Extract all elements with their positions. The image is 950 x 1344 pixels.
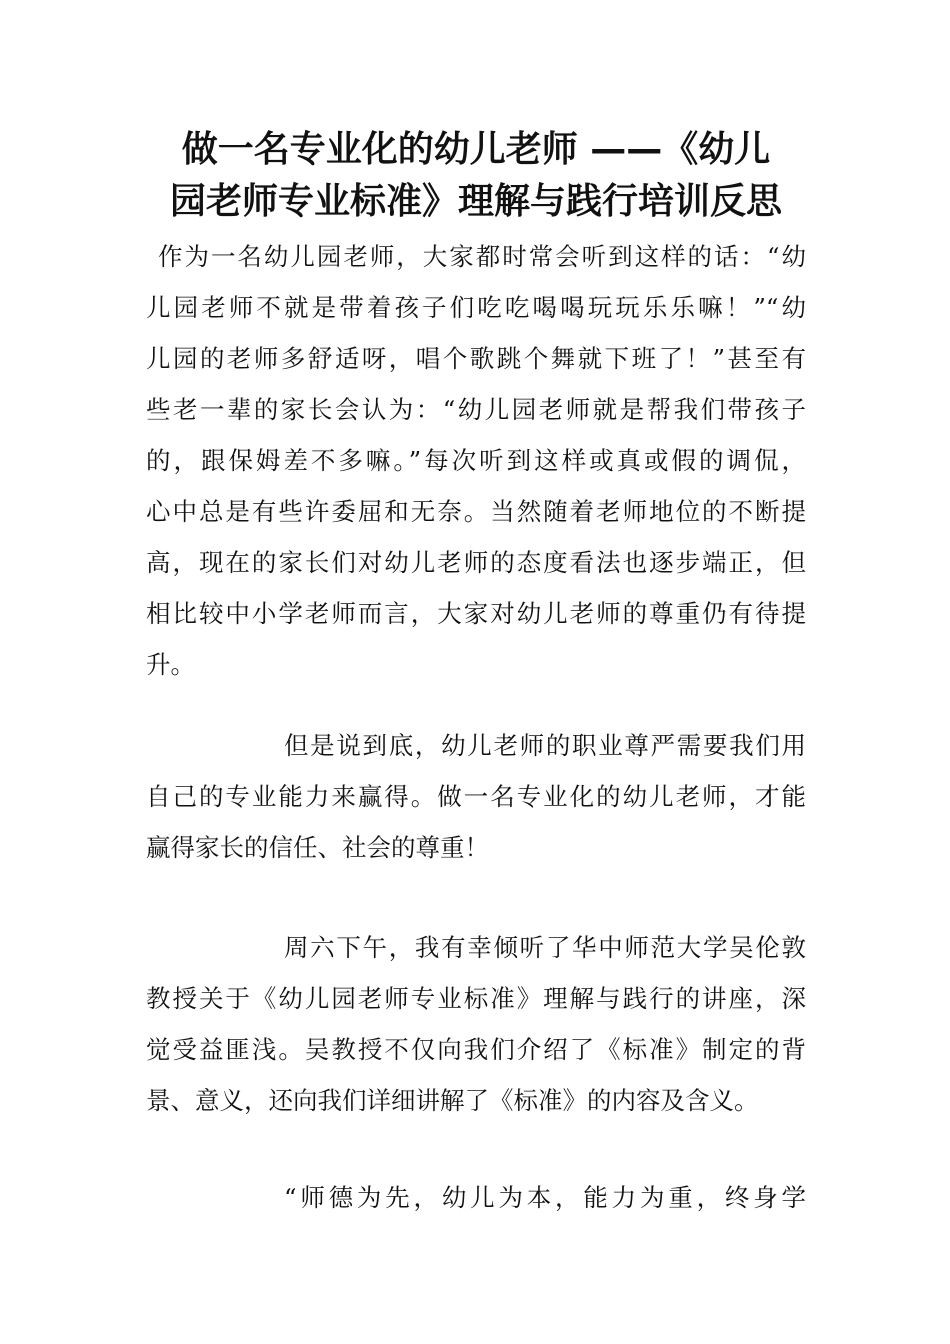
paragraph-professional-dignity xyxy=(146,720,806,873)
text-line: 的，跟保姆差不多嘛。”每次听到这样或真或假的调侃， xyxy=(146,446,806,475)
document-title xyxy=(146,124,806,228)
title-line: 做一名专业化的幼儿老师 ——《幼儿 xyxy=(181,129,771,170)
text-line: 教授关于《幼儿园老师专业标准》理解与践行的讲座，深 xyxy=(146,984,806,1013)
text-line: 但是说到底，幼儿老师的职业尊严需要我们用 xyxy=(284,731,806,760)
text-line: 高，现在的家长们对幼儿老师的态度看法也逐步端正，但 xyxy=(146,548,806,577)
title-line: 园老师专业标准》理解与践行培训反思 xyxy=(169,181,782,222)
text-line: 相比较中小学老师而言，大家对幼儿老师的尊重仍有待提 xyxy=(146,599,806,628)
paragraph-intro xyxy=(146,231,806,690)
paragraph-principles xyxy=(146,1172,806,1223)
text-line: 觉受益匪浅。吴教授不仅向我们介绍了《标准》制定的背 xyxy=(146,1035,806,1064)
text-line: 些老一辈的家长会认为：“幼儿园老师就是帮我们带孩子 xyxy=(146,395,806,424)
text-line: 周六下午，我有幸倾听了华中师范大学吴伦敦 xyxy=(284,933,806,962)
text-line: 赢得家长的信任、社会的尊重！ xyxy=(146,833,489,862)
text-line: 心中总是有些许委屈和无奈。当然随着老师地位的不断提 xyxy=(146,497,806,526)
text-line: 作为一名幼儿园老师，大家都时常会听到这样的话：“幼 xyxy=(158,242,806,271)
text-line: 儿园老师不就是带着孩子们吃吃喝喝玩玩乐乐嘛！”“幼 xyxy=(146,293,806,322)
text-line: 儿园的老师多舒适呀，唱个歌跳个舞就下班了！”甚至有 xyxy=(146,344,806,373)
text-line: “师德为先，幼儿为本，能力为重，终身学 xyxy=(284,1183,806,1212)
text-line: 景、意义，还向我们详细讲解了《标准》的内容及含义。 xyxy=(146,1086,759,1115)
text-line: 自己的专业能力来赢得。做一名专业化的幼儿老师，才能 xyxy=(146,782,806,811)
text-line: 升。 xyxy=(146,650,195,679)
paragraph-lecture xyxy=(146,922,806,1126)
